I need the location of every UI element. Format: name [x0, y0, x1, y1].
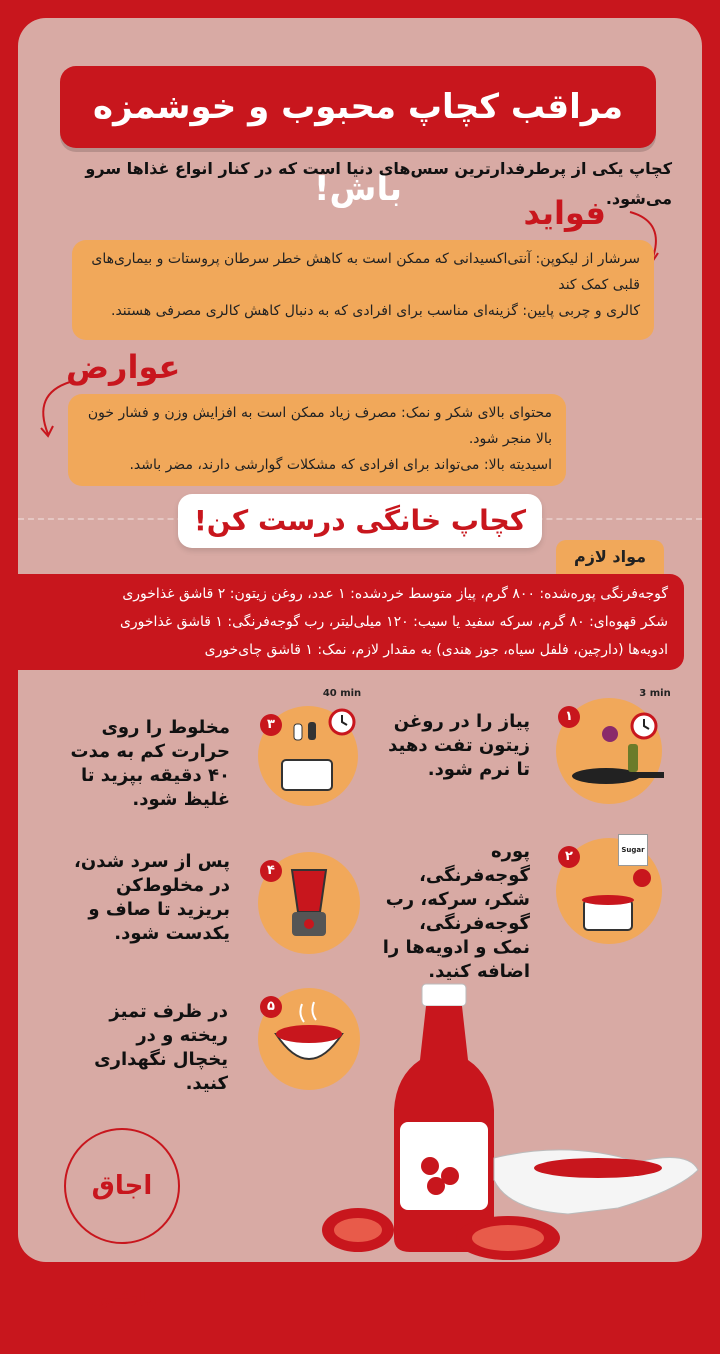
- step-5-number: ۵: [260, 996, 282, 1018]
- ingredients-box: [18, 574, 684, 670]
- step-2-text: پوره گوجه‌فرنگی، شکر، سرکه، رب گوجه‌فرنگی، نمک و ادویه‌ها را اضافه کنید.: [382, 841, 530, 982]
- harm-item: اسیدیته بالا: می‌تواند برای افرادی که مشکلات گوارشی دارند، مضر باشد.: [129, 457, 552, 473]
- harm-item: محتوای بالای شکر و نمک: مصرف زیاد ممکن است به افزایش وزن و فشار خون بالا منجر شود.: [87, 405, 552, 447]
- brand-logo: اجاق باشی: [64, 1128, 180, 1244]
- step-5-text: در ظرف تمیز ریخته و در یخچال نگهداری کنید.: [94, 1001, 228, 1094]
- clock-icon: [630, 712, 658, 740]
- ingredients-heading: مواد لازم: [556, 540, 664, 574]
- step-4-text: پس از سرد شدن، در مخلوط‌کن بریزید تا صاف و یکدست شود.: [74, 851, 230, 944]
- clock-icon: [328, 708, 356, 736]
- content-card: [18, 18, 702, 1313]
- step-3-time-badge: 40 min: [322, 688, 362, 699]
- step-1-text: پیاز را در روغن زیتون تفت دهید تا نرم شود.: [388, 711, 530, 780]
- sugar-box-icon: [618, 834, 648, 866]
- benefit-item: سرشار از لیکوپن: آنتی‌اکسیدانی که ممکن است به کاهش خطر سرطان پروستات و بیماری‌های قلبی کمک کند: [91, 251, 640, 293]
- page-title: مراقب کچاپ محبوب و خوشمزه باش!: [60, 66, 656, 148]
- harms-box: [68, 394, 566, 486]
- benefits-box: [72, 240, 654, 340]
- ingredient-line: ادویه‌ها (دارچین، فلفل سیاه، جوز هندی) به مقدار لازم، نمک: ۱ قاشق چای‌خوری: [204, 642, 668, 658]
- sugar-label: Sugar: [621, 846, 645, 854]
- step-2-number: ۲: [558, 846, 580, 868]
- harms-heading: عوارض: [66, 348, 181, 386]
- step-3-number: ۳: [260, 714, 282, 736]
- step-3-text: مخلوط را روی حرارت کم به مدت ۴۰ دقیقه بپزید تا غلیظ شود.: [70, 717, 230, 810]
- benefits-heading: فواید: [523, 194, 606, 232]
- step-1-time-badge: 3 min: [639, 688, 671, 699]
- step-1-number: ۱: [558, 706, 580, 728]
- ingredient-line: شکر قهوه‌ای: ۸۰ گرم، سرکه سفید یا سیب: ۱۲۰ میلی‌لیتر، رب گوجه‌فرنگی: ۱ قاشق غذاخوری: [119, 614, 668, 630]
- diy-title: کچاپ خانگی درست کن!: [178, 494, 542, 548]
- ingredient-line: گوجه‌فرنگی پوره‌شده: ۸۰۰ گرم، پیاز متوسط خردشده: ۱ عدد، روغن زیتون: ۲ قاشق غذاخوری: [122, 586, 668, 602]
- intro-text: کچاپ یکی از پرطرفدارترین سس‌های دنیا است که در کنار انواع غذاها سرو می‌شود.: [85, 159, 672, 208]
- benefit-item: کالری و چربی پایین: گزینه‌ای مناسب برای افرادی که به دنبال کاهش کالری مصرفی هستند.: [111, 303, 640, 319]
- ketchup-bottle-illustration: [318, 980, 702, 1262]
- step-4-number: ۴: [260, 860, 282, 882]
